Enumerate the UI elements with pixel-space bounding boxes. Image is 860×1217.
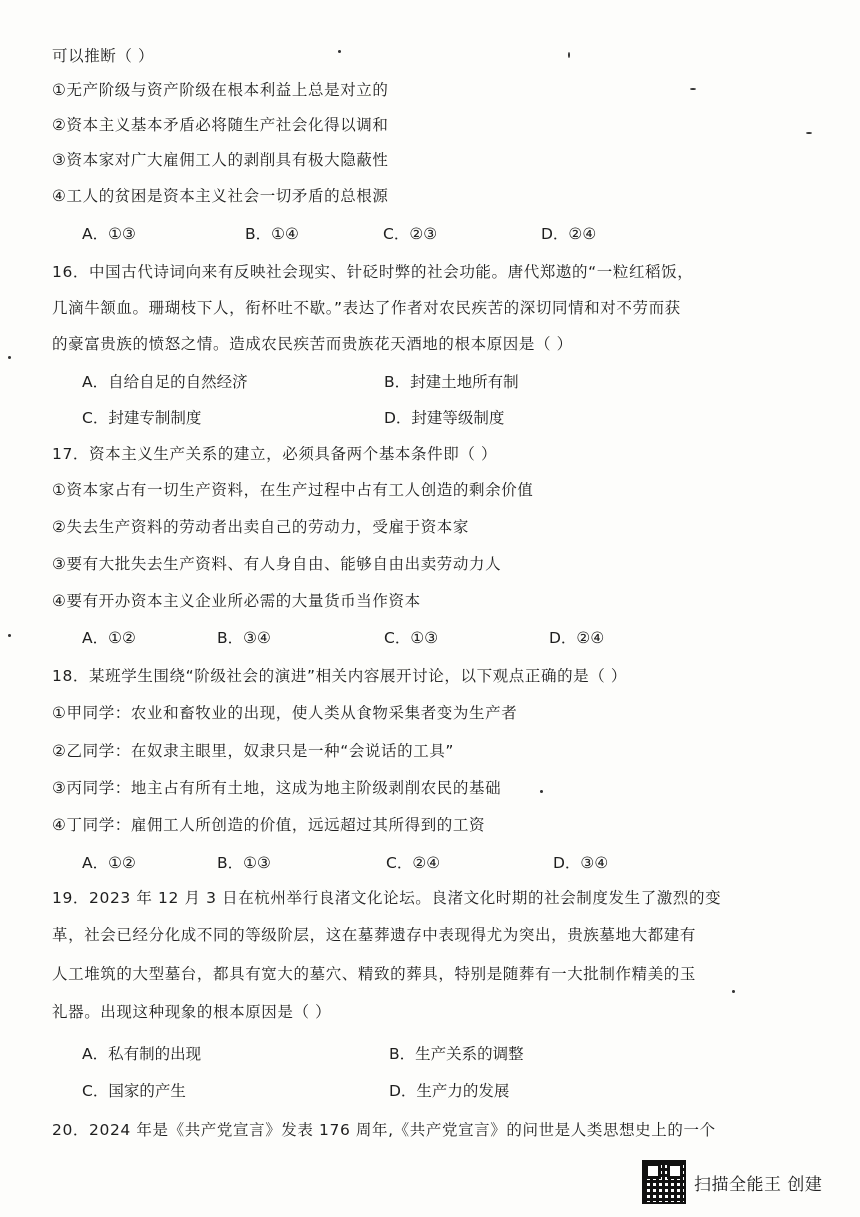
q18-stem: 18．某班学生围绕“阶级社会的演进”相关内容展开讨论，以下观点正确的是（ ） — [52, 667, 628, 685]
scan-speck — [540, 790, 543, 793]
q19-stem-line-1: 19．2023 年 12 月 3 日在杭州举行良渚文化论坛。良渚文化时期的社会制度发生了激烈的变 — [52, 889, 722, 907]
q18-option-d: D．③④ — [553, 854, 609, 872]
q19-option-b: B．生产关系的调整 — [389, 1045, 524, 1063]
q18-option-a: A．①② — [82, 854, 136, 872]
scan-speck — [8, 356, 11, 359]
scan-speck — [8, 634, 11, 637]
q17-option-b: B．③④ — [217, 629, 271, 647]
q15-statement-3: ③资本家对广大雇佣工人的剥削具有极大隐蔽性 — [52, 151, 389, 169]
q15-statement-1: ①无产阶级与资产阶级在根本利益上总是对立的 — [52, 81, 389, 99]
q15-option-c: C．②③ — [383, 225, 438, 243]
q18-option-c: C．②④ — [386, 854, 441, 872]
q15-option-d: D．②④ — [541, 225, 597, 243]
q18-statement-3: ③丙同学：地主占有所有土地，这成为地主阶级剥削农民的基础 — [52, 779, 502, 797]
q17-statement-1: ①资本家占有一切生产资料，在生产过程中占有工人创造的剩余价值 — [52, 481, 534, 499]
q18-statement-2: ②乙同学：在奴隶主眼里，奴隶只是一种“会说话的工具” — [52, 742, 455, 760]
q17-statement-3: ③要有大批失去生产资料、有人身自由、能够自由出卖劳动力人 — [52, 555, 502, 573]
scan-speck — [806, 132, 812, 134]
q19-stem-line-4: 礼器。出现这种现象的根本原因是（ ） — [52, 1003, 332, 1021]
scan-speck — [690, 88, 696, 90]
q18-option-b: B．①③ — [217, 854, 271, 872]
q15-statement-4: ④工人的贫困是资本主义社会一切矛盾的总根源 — [52, 187, 389, 205]
q15-stem-end: 可以推断（ ） — [52, 47, 155, 65]
q16-option-b: B．封建土地所有制 — [384, 373, 519, 391]
qr-code-icon — [642, 1160, 686, 1204]
q19-option-a: A．私有制的出现 — [82, 1045, 202, 1063]
q18-statement-4: ④丁同学：雇佣工人所创造的价值，远远超过其所得到的工资 — [52, 816, 486, 834]
q17-statement-2: ②失去生产资料的劳动者出卖自己的劳动力，受雇于资本家 — [52, 518, 469, 536]
scanner-watermark — [642, 1160, 822, 1204]
q18-statement-1: ①甲同学：农业和畜牧业的出现，使人类从食物采集者变为生产者 — [52, 704, 518, 722]
q19-stem-line-3: 人工堆筑的大型墓台，都具有宽大的墓穴、精致的葬具，特别是随葬有一大批制作精美的玉 — [52, 965, 697, 983]
q17-option-d: D．②④ — [549, 629, 605, 647]
q15-statement-2: ②资本主义基本矛盾必将随生产社会化得以调和 — [52, 116, 389, 134]
scan-speck — [338, 50, 341, 53]
q16-stem-line-3: 的豪富贵族的愤怒之情。造成农民疾苦而贵族花天酒地的根本原因是（ ） — [52, 335, 573, 353]
q17-statement-4: ④要有开办资本主义企业所必需的大量货币当作资本 — [52, 592, 421, 610]
q16-option-c: C．封建专制制度 — [82, 409, 202, 427]
q16-stem-line-2: 几滴牛颔血。珊瑚枝下人，衔杯吐不歇。”表达了作者对农民疾苦的深切同情和对不劳而获 — [52, 299, 681, 317]
q16-option-a: A．自给自足的自然经济 — [82, 373, 248, 391]
q19-option-d: D．生产力的发展 — [389, 1082, 510, 1100]
q19-option-c: C．国家的产生 — [82, 1082, 186, 1100]
scan-speck — [568, 52, 570, 58]
q15-option-a: A．①③ — [82, 225, 136, 243]
q19-stem-line-2: 革，社会已经分化成不同的等级阶层，这在墓葬遗存中表现得尤为突出，贵族墓地大都建有 — [52, 926, 697, 944]
q17-stem: 17．资本主义生产关系的建立，必须具备两个基本条件即（ ） — [52, 445, 498, 463]
q17-option-c: C．①③ — [384, 629, 439, 647]
scan-speck — [732, 990, 735, 993]
scanner-watermark-label: 扫描全能王 创建 — [694, 1174, 823, 1195]
q20-stem-line-1: 20．2024 年是《共产党宣言》发表 176 周年,《共产党宣言》的问世是人类思想史上的一个 — [52, 1121, 716, 1139]
q15-option-b: B．①④ — [245, 225, 299, 243]
q16-option-d: D．封建等级制度 — [384, 409, 505, 427]
q17-option-a: A．①② — [82, 629, 136, 647]
q16-stem-line-1: 16．中国古代诗词向来有反映社会现实、针砭时弊的社会功能。唐代郑遨的“一粒红稻饭， — [52, 263, 694, 281]
